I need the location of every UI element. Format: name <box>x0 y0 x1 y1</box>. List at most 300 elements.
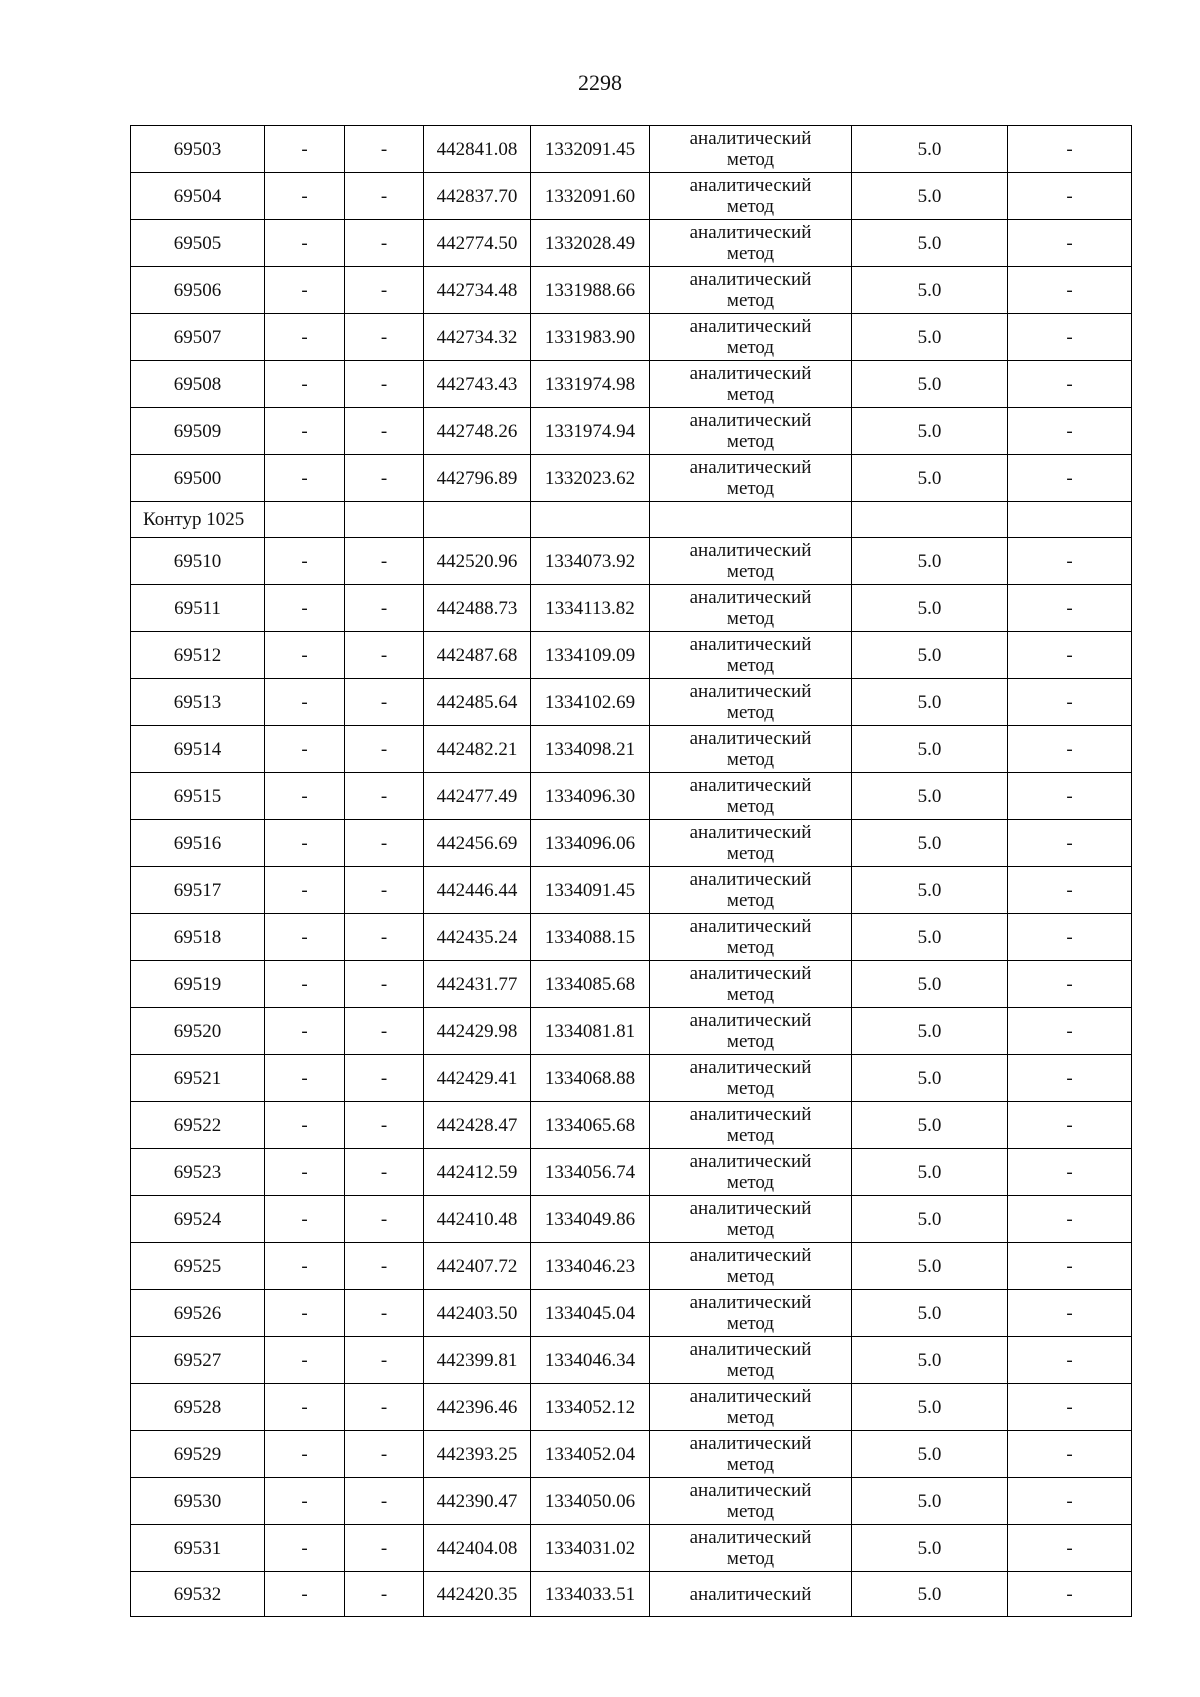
dash-cell: - <box>265 408 345 455</box>
accuracy-value: 5.0 <box>852 1102 1008 1149</box>
method-cell <box>650 679 852 726</box>
method-line-1: аналитический <box>689 1339 812 1360</box>
point-number: 69532 <box>131 1572 265 1617</box>
dash-cell: - <box>1008 1478 1132 1525</box>
coordinate-x: 442431.77 <box>424 961 531 1008</box>
accuracy-value: 5.0 <box>852 361 1008 408</box>
dash-cell: - <box>345 867 424 914</box>
accuracy-value: 5.0 <box>852 1008 1008 1055</box>
method-line-2: метод <box>726 337 775 358</box>
method-cell <box>650 538 852 585</box>
method-cell <box>650 585 852 632</box>
table-row <box>131 632 1132 679</box>
dash-cell: - <box>345 632 424 679</box>
coordinate-y: 1334113.82 <box>531 585 650 632</box>
coordinate-y: 1334033.51 <box>531 1572 650 1617</box>
method-line-2: метод <box>726 1454 775 1475</box>
coordinate-y: 1331983.90 <box>531 314 650 361</box>
method-line-2: метод <box>726 1078 775 1099</box>
method-line-1: аналитический <box>689 128 812 149</box>
coordinate-y: 1332028.49 <box>531 220 650 267</box>
table-row <box>131 1008 1132 1055</box>
empty-cell <box>852 502 1008 538</box>
method-line-1: аналитический <box>689 634 812 655</box>
accuracy-value: 5.0 <box>852 1055 1008 1102</box>
table-row <box>131 455 1132 502</box>
dash-cell: - <box>1008 867 1132 914</box>
coordinate-x: 442429.98 <box>424 1008 531 1055</box>
method-cell <box>650 1008 852 1055</box>
dash-cell: - <box>265 1525 345 1572</box>
contour-label: Контур 1025 <box>131 502 265 538</box>
method-line-2: метод <box>726 1266 775 1287</box>
method-cell <box>650 726 852 773</box>
dash-cell: - <box>345 773 424 820</box>
table-row <box>131 1290 1132 1337</box>
table-row <box>131 1055 1132 1102</box>
point-number: 69530 <box>131 1478 265 1525</box>
coordinate-y: 1332091.60 <box>531 173 650 220</box>
method-cell <box>650 408 852 455</box>
dash-cell: - <box>265 1055 345 1102</box>
method-line-2: метод <box>726 1360 775 1381</box>
dash-cell: - <box>345 1431 424 1478</box>
dash-cell: - <box>345 585 424 632</box>
dash-cell: - <box>265 632 345 679</box>
coordinate-x: 442485.64 <box>424 679 531 726</box>
method-line-2: метод <box>726 478 775 499</box>
dash-cell: - <box>1008 361 1132 408</box>
coordinate-y: 1334098.21 <box>531 726 650 773</box>
dash-cell: - <box>1008 632 1132 679</box>
method-line-1: аналитический <box>689 869 812 890</box>
dash-cell: - <box>1008 820 1132 867</box>
accuracy-value: 5.0 <box>852 632 1008 679</box>
coordinate-y: 1334085.68 <box>531 961 650 1008</box>
accuracy-value: 5.0 <box>852 455 1008 502</box>
dash-cell: - <box>1008 1149 1132 1196</box>
method-line-1: аналитический <box>689 1104 812 1125</box>
accuracy-value: 5.0 <box>852 1243 1008 1290</box>
coordinate-y: 1334045.04 <box>531 1290 650 1337</box>
dash-cell: - <box>1008 455 1132 502</box>
coordinate-x: 442477.49 <box>424 773 531 820</box>
dash-cell: - <box>1008 314 1132 361</box>
coordinate-x: 442390.47 <box>424 1478 531 1525</box>
method-cell <box>650 1384 852 1431</box>
accuracy-value: 5.0 <box>852 773 1008 820</box>
dash-cell: - <box>345 408 424 455</box>
dash-cell: - <box>265 1290 345 1337</box>
empty-cell <box>1008 502 1132 538</box>
dash-cell: - <box>345 314 424 361</box>
coordinate-x: 442428.47 <box>424 1102 531 1149</box>
point-number: 69519 <box>131 961 265 1008</box>
accuracy-value: 5.0 <box>852 1478 1008 1525</box>
method-line-2: метод <box>726 608 775 629</box>
coordinate-x: 442399.81 <box>424 1337 531 1384</box>
method-line-2: метод <box>726 384 775 405</box>
accuracy-value: 5.0 <box>852 1290 1008 1337</box>
method-line-1: аналитический <box>689 775 812 796</box>
dash-cell: - <box>345 1384 424 1431</box>
coordinate-y: 1334068.88 <box>531 1055 650 1102</box>
dash-cell: - <box>345 1478 424 1525</box>
dash-cell: - <box>345 1525 424 1572</box>
method-cell <box>650 361 852 408</box>
coordinate-x: 442488.73 <box>424 585 531 632</box>
method-line-2: метод <box>726 890 775 911</box>
point-number: 69512 <box>131 632 265 679</box>
method-cell <box>650 820 852 867</box>
method-cell <box>650 632 852 679</box>
dash-cell: - <box>265 1243 345 1290</box>
page-number: 2298 <box>578 70 622 95</box>
method-cell <box>650 1478 852 1525</box>
method-line-2: метод <box>726 1125 775 1146</box>
point-number: 69523 <box>131 1149 265 1196</box>
point-number: 69505 <box>131 220 265 267</box>
method-line-1: аналитический <box>689 1480 812 1501</box>
dash-cell: - <box>1008 1290 1132 1337</box>
table-body <box>131 126 1132 1617</box>
coordinate-x: 442734.48 <box>424 267 531 314</box>
dash-cell: - <box>345 820 424 867</box>
empty-cell <box>424 502 531 538</box>
point-number: 69522 <box>131 1102 265 1149</box>
coordinate-x: 442456.69 <box>424 820 531 867</box>
dash-cell: - <box>265 173 345 220</box>
dash-cell: - <box>1008 1572 1132 1617</box>
method-line-2: метод <box>726 1219 775 1240</box>
coordinate-y: 1334046.23 <box>531 1243 650 1290</box>
table-row <box>131 361 1132 408</box>
dash-cell: - <box>345 1196 424 1243</box>
method-line-1: аналитический <box>689 269 812 290</box>
table-row <box>131 538 1132 585</box>
method-cell <box>650 314 852 361</box>
coordinate-x: 442748.26 <box>424 408 531 455</box>
coordinate-y: 1334091.45 <box>531 867 650 914</box>
point-number: 69508 <box>131 361 265 408</box>
empty-cell <box>531 502 650 538</box>
point-number: 69510 <box>131 538 265 585</box>
table-row <box>131 1525 1132 1572</box>
method-line-2: метод <box>726 843 775 864</box>
dash-cell: - <box>265 1384 345 1431</box>
table-row <box>131 1384 1132 1431</box>
point-number: 69526 <box>131 1290 265 1337</box>
method-line-2: метод <box>726 702 775 723</box>
method-line-1: аналитический <box>689 540 812 561</box>
dash-cell: - <box>345 1290 424 1337</box>
method-line-2: метод <box>726 749 775 770</box>
dash-cell: - <box>1008 961 1132 1008</box>
coordinate-y: 1334081.81 <box>531 1008 650 1055</box>
coordinate-x: 442393.25 <box>424 1431 531 1478</box>
method-cell <box>650 126 852 173</box>
dash-cell: - <box>265 867 345 914</box>
dash-cell: - <box>1008 585 1132 632</box>
dash-cell: - <box>265 1478 345 1525</box>
table-row <box>131 679 1132 726</box>
accuracy-value: 5.0 <box>852 726 1008 773</box>
coordinate-y: 1334096.06 <box>531 820 650 867</box>
point-number: 69513 <box>131 679 265 726</box>
dash-cell: - <box>345 1572 424 1617</box>
dash-cell: - <box>265 361 345 408</box>
table-row <box>131 1431 1132 1478</box>
table-row <box>131 961 1132 1008</box>
dash-cell: - <box>1008 1525 1132 1572</box>
table-row <box>131 408 1132 455</box>
coordinate-x: 442403.50 <box>424 1290 531 1337</box>
dash-cell: - <box>1008 408 1132 455</box>
dash-cell: - <box>345 1149 424 1196</box>
table-row <box>131 1572 1132 1617</box>
coordinate-x: 442734.32 <box>424 314 531 361</box>
dash-cell: - <box>345 726 424 773</box>
coordinate-x: 442412.59 <box>424 1149 531 1196</box>
table-row <box>131 726 1132 773</box>
dash-cell: - <box>265 267 345 314</box>
dash-cell: - <box>1008 267 1132 314</box>
method-cell <box>650 1337 852 1384</box>
point-number: 69509 <box>131 408 265 455</box>
coordinates-table <box>130 125 1132 1617</box>
method-cell <box>650 1055 852 1102</box>
method-line-1: аналитический <box>689 222 812 243</box>
dash-cell: - <box>265 1008 345 1055</box>
coordinate-y: 1334109.09 <box>531 632 650 679</box>
method-line-1: аналитический <box>689 175 812 196</box>
coordinate-x: 442841.08 <box>424 126 531 173</box>
accuracy-value: 5.0 <box>852 1525 1008 1572</box>
accuracy-value: 5.0 <box>852 961 1008 1008</box>
accuracy-value: 5.0 <box>852 1149 1008 1196</box>
table-row <box>131 220 1132 267</box>
method-line-2: метод <box>726 1407 775 1428</box>
coordinate-y: 1331974.98 <box>531 361 650 408</box>
method-line-1: аналитический <box>689 1386 812 1407</box>
coordinate-x: 442837.70 <box>424 173 531 220</box>
dash-cell: - <box>345 267 424 314</box>
point-number: 69511 <box>131 585 265 632</box>
dash-cell: - <box>1008 220 1132 267</box>
point-number: 69525 <box>131 1243 265 1290</box>
point-number: 69524 <box>131 1196 265 1243</box>
coordinate-y: 1334052.12 <box>531 1384 650 1431</box>
dash-cell: - <box>345 1243 424 1290</box>
method-line-1: аналитический <box>689 916 812 937</box>
method-line-1: аналитический <box>689 1245 812 1266</box>
dash-cell: - <box>265 585 345 632</box>
empty-cell <box>345 502 424 538</box>
method-cell <box>650 773 852 820</box>
method-line-1: аналитический <box>689 587 812 608</box>
accuracy-value: 5.0 <box>852 408 1008 455</box>
table-row <box>131 1337 1132 1384</box>
method-line-2: метод <box>726 655 775 676</box>
dash-cell: - <box>265 914 345 961</box>
accuracy-value: 5.0 <box>852 585 1008 632</box>
method-line-1: аналитический <box>689 316 812 337</box>
dash-cell: - <box>345 961 424 1008</box>
method-line-2: метод <box>726 243 775 264</box>
dash-cell: - <box>265 126 345 173</box>
method-line-2: метод <box>726 984 775 1005</box>
accuracy-value: 5.0 <box>852 867 1008 914</box>
accuracy-value: 5.0 <box>852 1431 1008 1478</box>
accuracy-value: 5.0 <box>852 1384 1008 1431</box>
point-number: 69518 <box>131 914 265 961</box>
dash-cell: - <box>345 1055 424 1102</box>
empty-cell <box>265 502 345 538</box>
table-row <box>131 173 1132 220</box>
method-cell <box>650 1431 852 1478</box>
method-line-2: метод <box>726 196 775 217</box>
coordinate-y: 1332091.45 <box>531 126 650 173</box>
method-cell <box>650 1149 852 1196</box>
accuracy-value: 5.0 <box>852 820 1008 867</box>
point-number: 69507 <box>131 314 265 361</box>
point-number: 69528 <box>131 1384 265 1431</box>
table-row <box>131 1149 1132 1196</box>
method-cell <box>650 867 852 914</box>
method-line-2: метод <box>726 431 775 452</box>
dash-cell: - <box>345 679 424 726</box>
method-line-1: аналитический <box>689 1527 812 1548</box>
table-row <box>131 1243 1132 1290</box>
method-line-2: метод <box>726 290 775 311</box>
dash-cell: - <box>1008 1337 1132 1384</box>
point-number: 69503 <box>131 126 265 173</box>
dash-cell: - <box>1008 1196 1132 1243</box>
coordinate-y: 1334065.68 <box>531 1102 650 1149</box>
dash-cell: - <box>265 1149 345 1196</box>
accuracy-value: 5.0 <box>852 914 1008 961</box>
method-cell <box>650 1525 852 1572</box>
accuracy-value: 5.0 <box>852 1572 1008 1617</box>
point-number: 69500 <box>131 455 265 502</box>
coordinate-y: 1334073.92 <box>531 538 650 585</box>
dash-cell: - <box>1008 914 1132 961</box>
table-row <box>131 314 1132 361</box>
method-line-1: аналитический <box>689 410 812 431</box>
method-line-1: аналитический <box>689 1151 812 1172</box>
table-row <box>131 773 1132 820</box>
dash-cell: - <box>265 538 345 585</box>
table-row <box>131 867 1132 914</box>
coordinate-x: 442404.08 <box>424 1525 531 1572</box>
dash-cell: - <box>1008 679 1132 726</box>
point-number: 69527 <box>131 1337 265 1384</box>
dash-cell: - <box>1008 173 1132 220</box>
method-line-1: аналитический <box>689 822 812 843</box>
dash-cell: - <box>1008 1102 1132 1149</box>
method-cell <box>650 1196 852 1243</box>
coordinate-x: 442396.46 <box>424 1384 531 1431</box>
method-cell <box>650 220 852 267</box>
dash-cell: - <box>345 1337 424 1384</box>
coordinate-y: 1334056.74 <box>531 1149 650 1196</box>
accuracy-value: 5.0 <box>852 314 1008 361</box>
method-line-1: аналитический <box>689 457 812 478</box>
contour-header-row <box>131 502 1132 538</box>
dash-cell: - <box>1008 538 1132 585</box>
method-line-1: аналитический <box>689 1433 812 1454</box>
coordinate-y: 1334096.30 <box>531 773 650 820</box>
method-line-2: метод <box>726 149 775 170</box>
coordinate-y: 1331974.94 <box>531 408 650 455</box>
dash-cell: - <box>265 679 345 726</box>
point-number: 69515 <box>131 773 265 820</box>
coordinate-x: 442429.41 <box>424 1055 531 1102</box>
coordinate-x: 442743.43 <box>424 361 531 408</box>
point-number: 69517 <box>131 867 265 914</box>
point-number: 69529 <box>131 1431 265 1478</box>
accuracy-value: 5.0 <box>852 126 1008 173</box>
dash-cell: - <box>345 126 424 173</box>
point-number: 69504 <box>131 173 265 220</box>
coordinate-y: 1334049.86 <box>531 1196 650 1243</box>
dash-cell: - <box>265 314 345 361</box>
table-row <box>131 1102 1132 1149</box>
coordinate-x: 442774.50 <box>424 220 531 267</box>
dash-cell: - <box>265 455 345 502</box>
dash-cell: - <box>1008 1243 1132 1290</box>
dash-cell: - <box>1008 1431 1132 1478</box>
dash-cell: - <box>345 173 424 220</box>
accuracy-value: 5.0 <box>852 538 1008 585</box>
coordinate-y: 1331988.66 <box>531 267 650 314</box>
point-number: 69506 <box>131 267 265 314</box>
table-row <box>131 1196 1132 1243</box>
dash-cell: - <box>265 1102 345 1149</box>
dash-cell: - <box>345 1102 424 1149</box>
dash-cell: - <box>1008 726 1132 773</box>
coordinate-x: 442410.48 <box>424 1196 531 1243</box>
method-line-1: аналитический <box>689 1292 812 1313</box>
method-line-2: метод <box>726 796 775 817</box>
method-cell <box>650 455 852 502</box>
coordinate-x: 442482.21 <box>424 726 531 773</box>
coordinate-x: 442435.24 <box>424 914 531 961</box>
coordinate-x: 442520.96 <box>424 538 531 585</box>
dash-cell: - <box>345 220 424 267</box>
accuracy-value: 5.0 <box>852 1196 1008 1243</box>
dash-cell: - <box>1008 773 1132 820</box>
method-cell <box>650 267 852 314</box>
dash-cell: - <box>265 1196 345 1243</box>
empty-cell <box>650 502 852 538</box>
coordinate-x: 442487.68 <box>424 632 531 679</box>
coordinate-x: 442420.35 <box>424 1572 531 1617</box>
coordinate-y: 1332023.62 <box>531 455 650 502</box>
dash-cell: - <box>1008 126 1132 173</box>
dash-cell: - <box>265 1431 345 1478</box>
dash-cell: - <box>265 1337 345 1384</box>
method-line-1: аналитический <box>689 363 812 384</box>
method-line-1: аналитический <box>689 728 812 749</box>
method-line-1: аналитический <box>689 1057 812 1078</box>
dash-cell: - <box>265 773 345 820</box>
method-cell <box>650 1243 852 1290</box>
coordinate-y: 1334031.02 <box>531 1525 650 1572</box>
accuracy-value: 5.0 <box>852 173 1008 220</box>
method-line-2: метод <box>726 561 775 582</box>
dash-cell: - <box>1008 1055 1132 1102</box>
